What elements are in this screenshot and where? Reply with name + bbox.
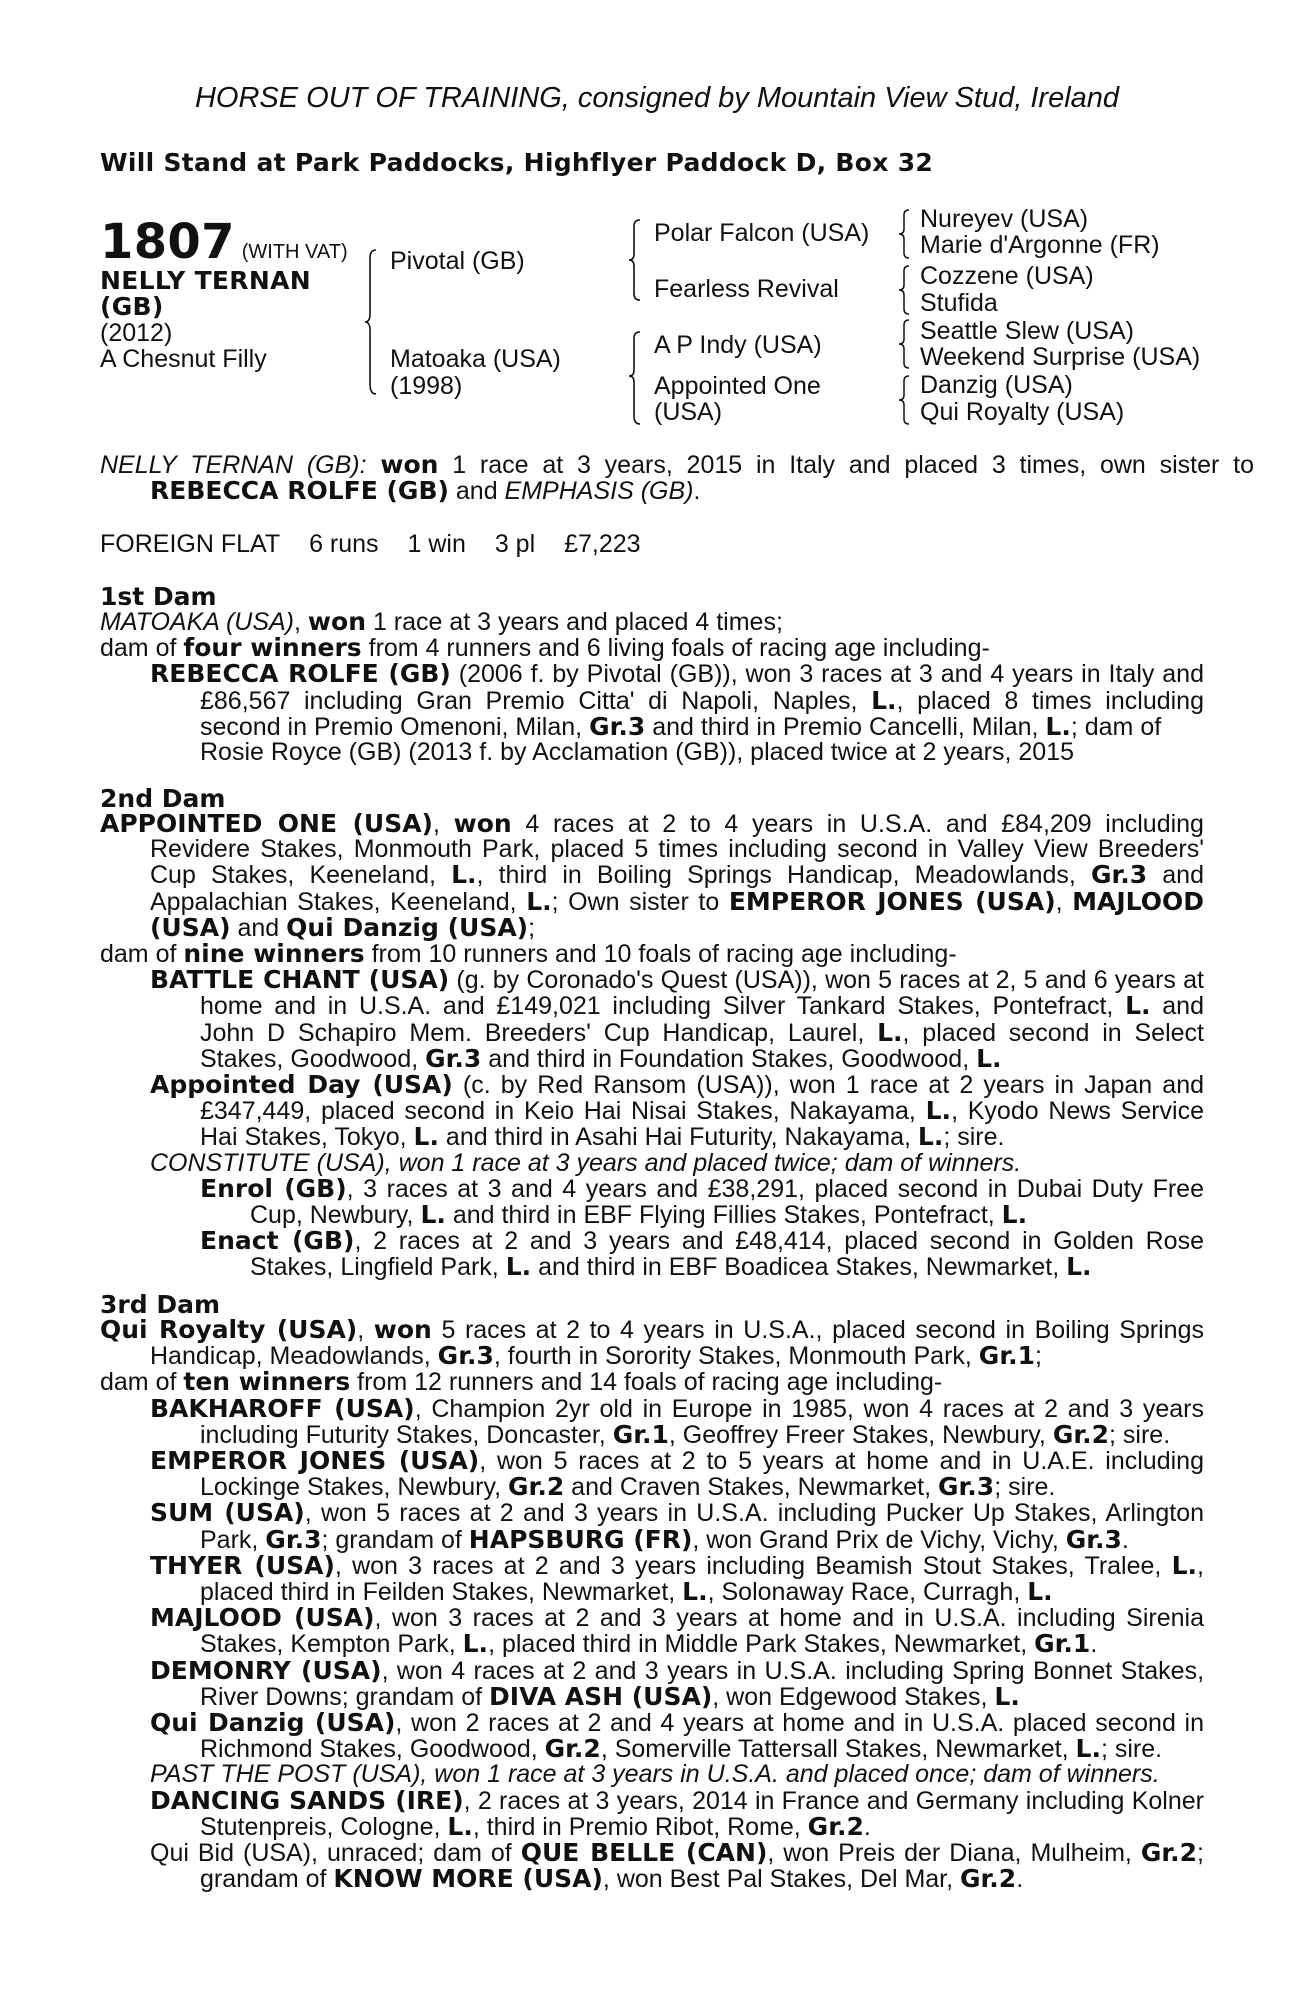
text: , won Preis der Diana, Mulheim, (767, 1839, 1141, 1868)
second-dam-title: 2nd Dam (100, 784, 226, 813)
produce-entry (100, 661, 1204, 740)
text: Qui Bid (USA), unraced; dam of (150, 1839, 521, 1868)
pedigree-dam-year: (1998) (390, 372, 463, 400)
text: and third in EBF Boadicea Stakes, Newmarket, (531, 1253, 1067, 1282)
text: and John D Schapiro Mem. Breeders' Cup Handicap, Laurel, (200, 992, 1204, 1047)
text: 4 races at 2 to 4 years in U.S.A. and £84,209 including Revidere Stakes, Monmouth Park, placed 5 times including second in Valley View Breeders' Cup Stakes, Keeneland, (150, 810, 1204, 890)
third-dam-section (100, 1292, 1204, 1892)
dam-won: won (373, 1315, 432, 1344)
produce-entry (100, 1448, 1204, 1500)
foreign-flat-record (100, 530, 663, 559)
text: ; sire. (943, 1123, 1005, 1152)
record-runs: 6 runs (309, 530, 379, 558)
grade: Gr.3 (1065, 1524, 1122, 1554)
third-dam-title: 3rd Dam (100, 1290, 220, 1319)
text: , placed 8 times including second in Premio Omenoni, Milan, (200, 686, 1204, 741)
text: ; sire. (994, 1473, 1056, 1502)
summary-name: NELLY TERNAN (GB): (100, 451, 367, 479)
text: , fourth in Sorority Stakes, Monmouth Park, (493, 1342, 979, 1371)
grade: L. (1125, 991, 1151, 1021)
text: dam of (100, 940, 184, 969)
sibling: MAJLOOD (USA) (150, 886, 1204, 942)
text: and third in Asahi Hai Futurity, Nakayama, (438, 1123, 918, 1152)
produce-text: CONSTITUTE (USA), won 1 race at 3 years and placed twice; dam of winners. (150, 1148, 1022, 1177)
text: from 12 runners and 14 foals of racing age including- (350, 1368, 943, 1397)
grade: Gr.3 (589, 711, 646, 741)
text: and (230, 913, 287, 942)
pedigree-brace-dam-line (628, 330, 644, 426)
dam-won: won (453, 809, 512, 838)
produce-entry (100, 740, 1204, 765)
summary-end: . (693, 477, 701, 505)
grade: L. (925, 1096, 952, 1126)
produce-entry (100, 1655, 1205, 1711)
pedigree-dam: Matoaka (USA) (390, 345, 561, 373)
text: . (1121, 1525, 1129, 1554)
text: 5 races at 2 to 4 years in U.S.A., placed second in Boiling Springs Handicap, Meadowlands, (150, 1316, 1204, 1371)
text: , Geoffrey Freer Stakes, Newbury, (668, 1420, 1053, 1449)
record-label: FOREIGN FLAT (100, 530, 281, 558)
grand-produce: DIVA ASH (USA) (489, 1681, 713, 1711)
text: ; sire. (1100, 1735, 1163, 1764)
grade: L. (1001, 1200, 1028, 1230)
text: , Champion 2yr old in Europe in 1985, won 4 races at 2 and 3 years including Futurity Stakes, Doncaster, (200, 1394, 1205, 1449)
grand-produce: QUE BELLE (CAN) (520, 1838, 768, 1868)
first-dam-section (100, 584, 1204, 765)
text: from 4 runners and 6 living foals of racing age including- (361, 634, 990, 663)
grade: L. (976, 1043, 1002, 1073)
pedigree-gg5: Seattle Slew (USA) (920, 317, 1134, 345)
grade: L. (526, 886, 552, 916)
pedigree-dam-dam-country: (USA) (654, 398, 723, 426)
text: from 10 runners and 10 foals of racing age including- (364, 940, 957, 969)
second-dam-record: APPOINTED ONE (USA), won 4 races at 2 to 4 years in U.S.A. and £84,209 including Revidere Stakes, Monmouth Park, placed 5 times including second in Valley View Breeders' Cup Stakes, Keeneland, L., third in Boiling Springs Handicap, Meadowlands, Gr.3 and Appalachian Stakes, Keeneland, L.; Own sister to EMPEROR JONES (USA), MAJLOOD (USA) and Qui Danzig (USA); (100, 809, 1204, 942)
pedigree-sire-sire: Polar Falcon (USA) (654, 219, 870, 247)
summary-text: 1 race at 3 years, 2015 in Italy and placed 3 times, own sister to (438, 451, 1254, 479)
produce-entry (100, 1785, 1204, 1841)
text: , placed second in Select Stakes, Goodwood, (200, 1018, 1204, 1073)
produce-name: EMPEROR JONES (USA) (150, 1446, 480, 1476)
grade: L. (877, 1017, 903, 1047)
pedigree-gg7: Danzig (USA) (920, 371, 1073, 399)
third-dam-record: Qui Royalty (USA), won 5 races at 2 to 4 years in U.S.A., placed second in Boiling Springs Handicap, Meadowlands, Gr.3, fourth in Sorority Stakes, Monmouth Park, Gr.1; (100, 1315, 1204, 1371)
pedigree-gg4: Stufida (920, 289, 998, 317)
third-dam-produce (100, 1369, 1204, 1395)
pedigree-brace-parents (364, 248, 380, 396)
grade: L. (1075, 1734, 1101, 1764)
summary-won: won (380, 450, 439, 479)
produce-name: BATTLE CHANT (USA) (150, 965, 450, 995)
text: , won 3 races at 2 and 3 years including Beamish Stout Stakes, Tralee, (334, 1551, 1172, 1580)
grade: Gr.2 (1052, 1419, 1110, 1449)
text: , won 4 races at 2 and 3 years in U.S.A. including Spring Bonnet Stakes, River Downs; grandam of (200, 1656, 1205, 1711)
grade: Gr.1 (978, 1341, 1035, 1371)
text: ; dam of (1070, 712, 1162, 741)
text: dam of (100, 1368, 184, 1397)
produce-entry (100, 1173, 1204, 1230)
grade: L. (1027, 1577, 1053, 1607)
text: , placed third in Feilden Stakes, Newmarket, (200, 1551, 1204, 1607)
text: , 2 races at 3 years, 2014 in France and Germany including Kolner Stutenpreis, Cologne, (200, 1786, 1204, 1841)
text: , won 3 races at 2 and 3 years at home and in U.S.A. including Sirenia Stakes, Kempton Park, (200, 1604, 1204, 1659)
pedigree-gg8: Qui Royalty (USA) (920, 398, 1125, 426)
lot-number-line (100, 216, 348, 268)
text: , Somerville Tattersall Stakes, Newmarket, (600, 1735, 1076, 1764)
produce-name: THYER (USA) (150, 1550, 335, 1580)
text: . (1016, 1865, 1024, 1894)
horse-year: (2012) (100, 319, 173, 347)
grade: L. (994, 1681, 1020, 1711)
text: , 2 races at 2 and 3 years and £48,414, placed second in Golden Rose Stakes, Lingfield Park, (250, 1227, 1204, 1282)
produce-entry (100, 1840, 1204, 1892)
grade: Gr.2 (544, 1734, 601, 1764)
grade: L. (871, 685, 897, 715)
grade: L. (420, 1200, 446, 1230)
record-placed: 3 pl (494, 530, 536, 558)
produce-entry (100, 1072, 1204, 1151)
grand-produce: KNOW MORE (USA) (333, 1864, 603, 1894)
text: . (1090, 1630, 1098, 1659)
grade: Gr.3 (1090, 860, 1148, 890)
pedigree-gg3: Cozzene (USA) (920, 262, 1094, 290)
text: , won Edgewood Stakes, (712, 1682, 995, 1711)
grade: Gr.3 (437, 1341, 494, 1371)
text: and third in Premio Cancelli, Milan, (645, 712, 1046, 741)
dam-name: Qui Royalty (USA) (100, 1315, 358, 1344)
winners-count: ten winners (183, 1367, 351, 1397)
text: . (863, 1812, 871, 1841)
grade: L. (413, 1122, 439, 1152)
produce-entry (100, 1228, 1204, 1280)
grade: L. (682, 1577, 708, 1607)
grade: L. (451, 860, 477, 890)
produce-name: BAKHAROFF (USA) (150, 1393, 415, 1423)
pedigree-brace-g2 (898, 264, 912, 316)
produce-name: Enrol (GB) (200, 1173, 347, 1203)
produce-name: DANCING SANDS (IRE) (150, 1785, 464, 1815)
text: ; (528, 913, 536, 942)
dam-record: 1 race at 3 years and placed 4 times; (366, 608, 783, 636)
pedigree-brace-sire-line (628, 218, 644, 302)
text: , Kyodo News Service Hai Stakes, Tokyo, (200, 1097, 1205, 1152)
sibling: Qui Danzig (USA) (286, 912, 529, 942)
text: and third in EBF Flying Fillies Stakes, Pontefract, (445, 1201, 1002, 1230)
grade: L. (462, 1629, 489, 1659)
grade: L. (447, 1811, 473, 1841)
text: , third in Boiling Springs Handicap, Meadowlands, (476, 861, 1091, 890)
grade: Gr.2 (807, 1811, 864, 1841)
dam-name: APPOINTED ONE (USA) (100, 809, 433, 838)
text: and Appalachian Stakes, Keeneland, (150, 861, 1204, 916)
text: , won 5 races at 2 to 5 years at home and in U.A.E. including Lockinge Stakes, Newbury, (200, 1447, 1204, 1502)
grade: Gr.2 (1140, 1838, 1198, 1868)
pedigree-brace-g4 (898, 374, 912, 426)
pedigree-brace-g3 (898, 318, 912, 370)
catalogue-header: HORSE OUT OF TRAINING, consigned by Mountain View Stud, Ireland (194, 82, 1120, 114)
produce-name: REBECCA ROLFE (GB) (150, 659, 451, 689)
pedigree-dam-dam: Appointed One (654, 372, 821, 400)
text: , won 5 races at 2 and 3 years in U.S.A. including Pucker Up Stakes, Arlington Park, (200, 1499, 1204, 1554)
first-dam-record: MATOAKA (USA), won 1 race at 3 years and placed 4 times; (100, 607, 783, 636)
grade: L. (1171, 1550, 1198, 1580)
summary-sibling-2: EMPHASIS (GB) (504, 477, 694, 505)
text: (g. by Coronado's Quest (USA)), won 5 races at 2, 5 and 6 years at home and in U.S.A. and £149,021 including Silver Tankard Stakes, Pontefract, (200, 966, 1204, 1021)
text: , won Best Pal Stakes, Del Mar, (602, 1865, 961, 1894)
text: , won 2 races at 2 and 4 years at home and in U.S.A. placed second in Richmond Stakes, Goodwood, (200, 1709, 1204, 1764)
text: ; grandam of (321, 1525, 469, 1554)
winners-count: nine winners (183, 939, 365, 969)
produce-entry (100, 967, 1204, 1072)
produce-name: SUM (USA) (150, 1498, 305, 1528)
dam-won: won (307, 607, 366, 636)
text: dam of (100, 634, 184, 663)
horse-summary (100, 452, 1254, 504)
grade: Gr.2 (960, 1864, 1017, 1894)
pedigree-sire-dam: Fearless Revival (654, 275, 839, 303)
text: , (1055, 887, 1073, 916)
summary-and: and (448, 477, 505, 505)
pedigree-gg1: Nureyev (USA) (920, 205, 1089, 233)
grade: L. (1045, 711, 1071, 741)
produce-entry (100, 1605, 1204, 1657)
record-earnings: £7,223 (564, 530, 641, 558)
second-dam-produce (100, 941, 1204, 967)
text: ; grandam of (200, 1839, 1204, 1894)
produce-name: Enact (GB) (200, 1226, 355, 1256)
grade: Gr.2 (508, 1472, 565, 1502)
text: ; (1034, 1342, 1042, 1371)
grade: Gr.1 (1034, 1629, 1091, 1659)
first-dam-produce (100, 635, 1204, 661)
text: ; Own sister to (551, 887, 729, 916)
text: (2006 f. by Pivotal (GB)), won 3 races at 3 and 4 years in Italy and £86,567 including Gran Premio Citta' di Napoli, Naples, (200, 660, 1204, 715)
horse-country: (GB) (100, 292, 164, 321)
horse-description: A Chesnut Filly (100, 345, 267, 373)
grade: Gr.3 (425, 1043, 482, 1073)
grade: L. (505, 1252, 532, 1282)
first-dam-title: 1st Dam (100, 582, 217, 611)
pedigree-dam-sire: A P Indy (USA) (654, 331, 822, 359)
grade: Gr.1 (612, 1419, 669, 1449)
text: , placed third in Middle Park Stakes, Newmarket, (488, 1630, 1035, 1659)
stand-location: Will Stand at Park Paddocks, Highflyer Paddock D, Box 32 (100, 148, 934, 177)
record-wins: 1 win (407, 530, 466, 558)
produce-entry (100, 1550, 1204, 1607)
text: , 3 races at 3 and 4 years and £38,291, placed second in Dubai Duty Free Cup, Newbury, (250, 1174, 1204, 1230)
winners-count: four winners (183, 633, 362, 663)
produce-entry (100, 1500, 1204, 1552)
pedigree-brace-g1 (898, 208, 912, 260)
grade: L. (917, 1122, 944, 1152)
horse-name: NELLY TERNAN (100, 266, 311, 295)
summary-sibling-1: REBECCA ROLFE (GB) (150, 476, 449, 505)
text: , third in Premio Ribot, Rome, (472, 1812, 808, 1841)
sibling: EMPEROR JONES (USA) (728, 886, 1056, 916)
text: and third in Foundation Stakes, Goodwood, (481, 1044, 977, 1073)
text: , Solonaway Race, Curragh, (707, 1578, 1028, 1607)
grade: Gr.3 (265, 1524, 322, 1554)
produce-entry (100, 1710, 1204, 1762)
produce-entry (100, 1148, 1204, 1177)
text: and Craven Stakes, Newmarket, (564, 1473, 938, 1502)
pedigree-gg6: Weekend Surprise (USA) (920, 343, 1201, 371)
text: , won Grand Prix de Vichy, Vichy, (692, 1525, 1066, 1554)
second-dam-section (100, 786, 1204, 1281)
produce-name: Appointed Day (USA) (150, 1070, 453, 1100)
produce-entry (100, 1393, 1205, 1449)
produce-text: Rosie Royce (GB) (2013 f. by Acclamation (GB)), placed twice at 2 years, 2015 (200, 738, 1074, 767)
dam-name: MATOAKA (USA) (100, 608, 295, 636)
produce-name: DEMONRY (USA) (150, 1655, 382, 1685)
produce-entry (100, 1762, 1204, 1787)
lot-number: 1807 (100, 214, 235, 270)
grade: Gr.3 (938, 1472, 995, 1502)
grade: L. (1066, 1252, 1092, 1282)
produce-text: PAST THE POST (USA), won 1 race at 3 years in U.S.A. and placed once; dam of winners. (150, 1760, 1160, 1789)
produce-name: MAJLOOD (USA) (150, 1603, 375, 1633)
produce-name: Qui Danzig (USA) (150, 1708, 396, 1738)
text: (c. by Red Ransom (USA)), won 1 race at 2 years in Japan and £347,449, placed second in Keio Hai Nisai Stakes, Nakayama, (200, 1071, 1205, 1126)
pedigree-gg2: Marie d'Argonne (FR) (920, 231, 1160, 259)
text: ; sire. (1109, 1420, 1171, 1449)
grand-produce: HAPSBURG (FR) (468, 1524, 693, 1554)
pedigree-sire: Pivotal (GB) (390, 247, 525, 275)
vat-note: (WITH VAT) (241, 241, 348, 263)
